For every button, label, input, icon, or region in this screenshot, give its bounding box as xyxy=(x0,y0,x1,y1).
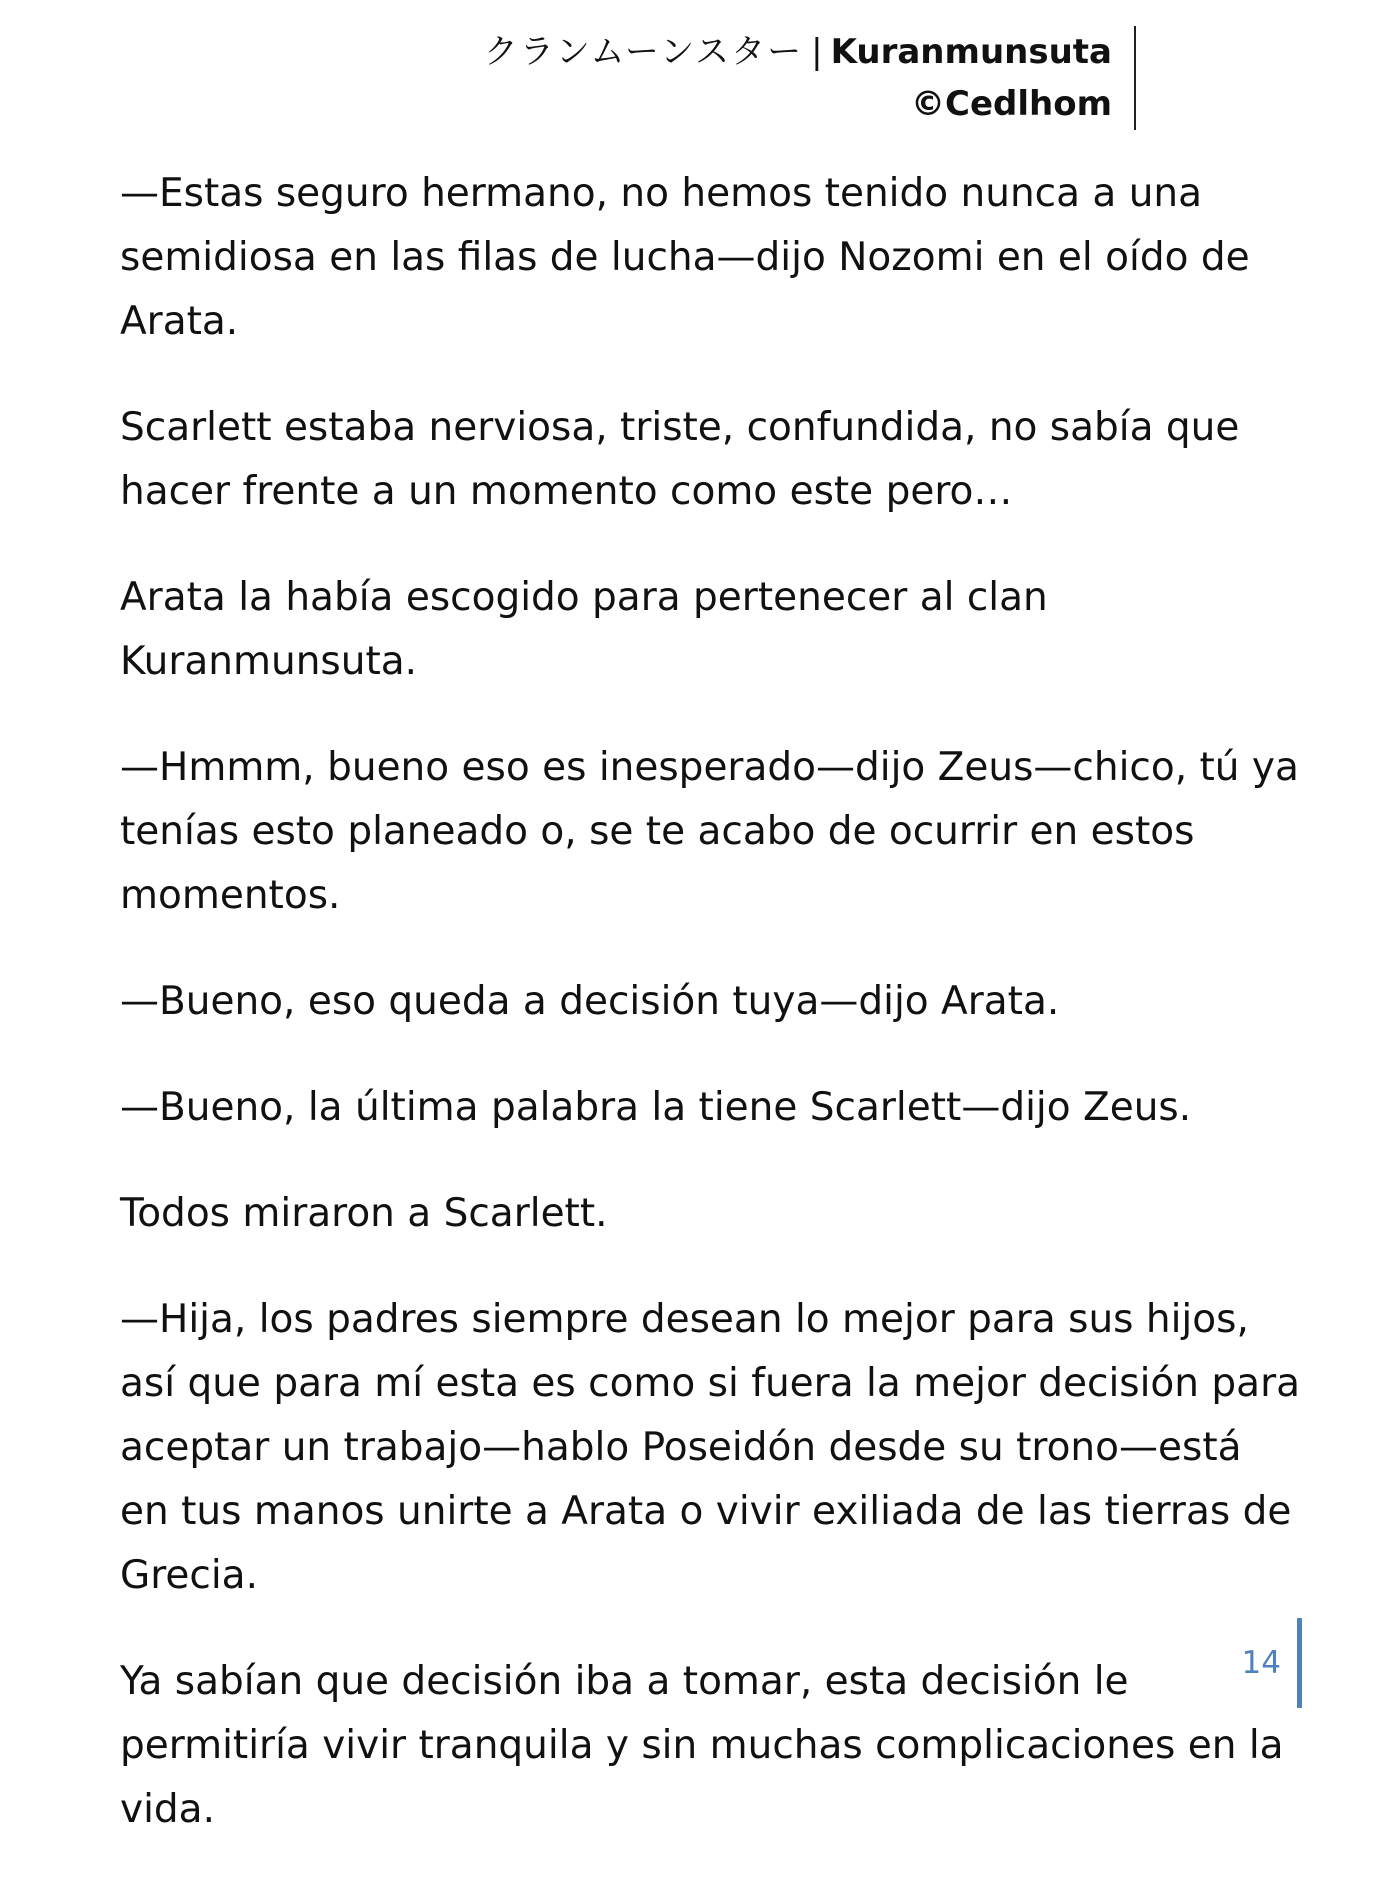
header-separator: | xyxy=(811,32,823,72)
header-title-line xyxy=(484,26,1112,78)
paragraph-9: Ya sabían que decisión iba a tomar, esta decisión le permitiría vivir tranquila y sin muchas complicaciones en la vida. xyxy=(120,1659,1284,1832)
paragraph-3: Arata la había escogido para pertenecer al clan Kuranmunsuta. xyxy=(120,575,1048,684)
paragraph-2: Scarlett estaba nerviosa, triste, confundida, no sabía que hacer frente a un momento como este pero… xyxy=(120,405,1240,514)
japanese-title: クランムーンスター xyxy=(483,32,804,72)
paragraph-5: —Bueno, eso queda a decisión tuya—dijo Arata. xyxy=(120,979,1060,1024)
page-header xyxy=(484,26,1136,130)
body-text xyxy=(120,162,1300,1884)
page-footer xyxy=(1242,1618,1302,1708)
paragraph-1: —Estas seguro hermano, no hemos tenido nunca a una semidiosa en las filas de lucha—dijo Nozomi en el oído de Arata. xyxy=(120,171,1250,344)
copyright-notice: ©Cedlhom xyxy=(911,84,1112,124)
book-title: Kuranmunsuta xyxy=(830,32,1112,72)
paragraph-7: Todos miraron a Scarlett. xyxy=(120,1191,608,1236)
page-number: 14 xyxy=(1241,1645,1281,1681)
paragraph-8: —Hija, los padres siempre desean lo mejor para sus hijos, así que para mí esta es como si fuera la mejor decisión para aceptar un trabajo—hablo Poseidón desde su trono—está en tus manos unirte a Arata o vivir exiliada de las tierras de Grecia. xyxy=(120,1297,1300,1598)
paragraph-4: —Hmmm, bueno eso es inesperado—dijo Zeus—chico, tú ya tenías esto planeado o, se te acabo de ocurrir en estos momentos. xyxy=(120,745,1299,918)
paragraph-6: —Bueno, la última palabra la tiene Scarlett—dijo Zeus. xyxy=(120,1085,1192,1130)
